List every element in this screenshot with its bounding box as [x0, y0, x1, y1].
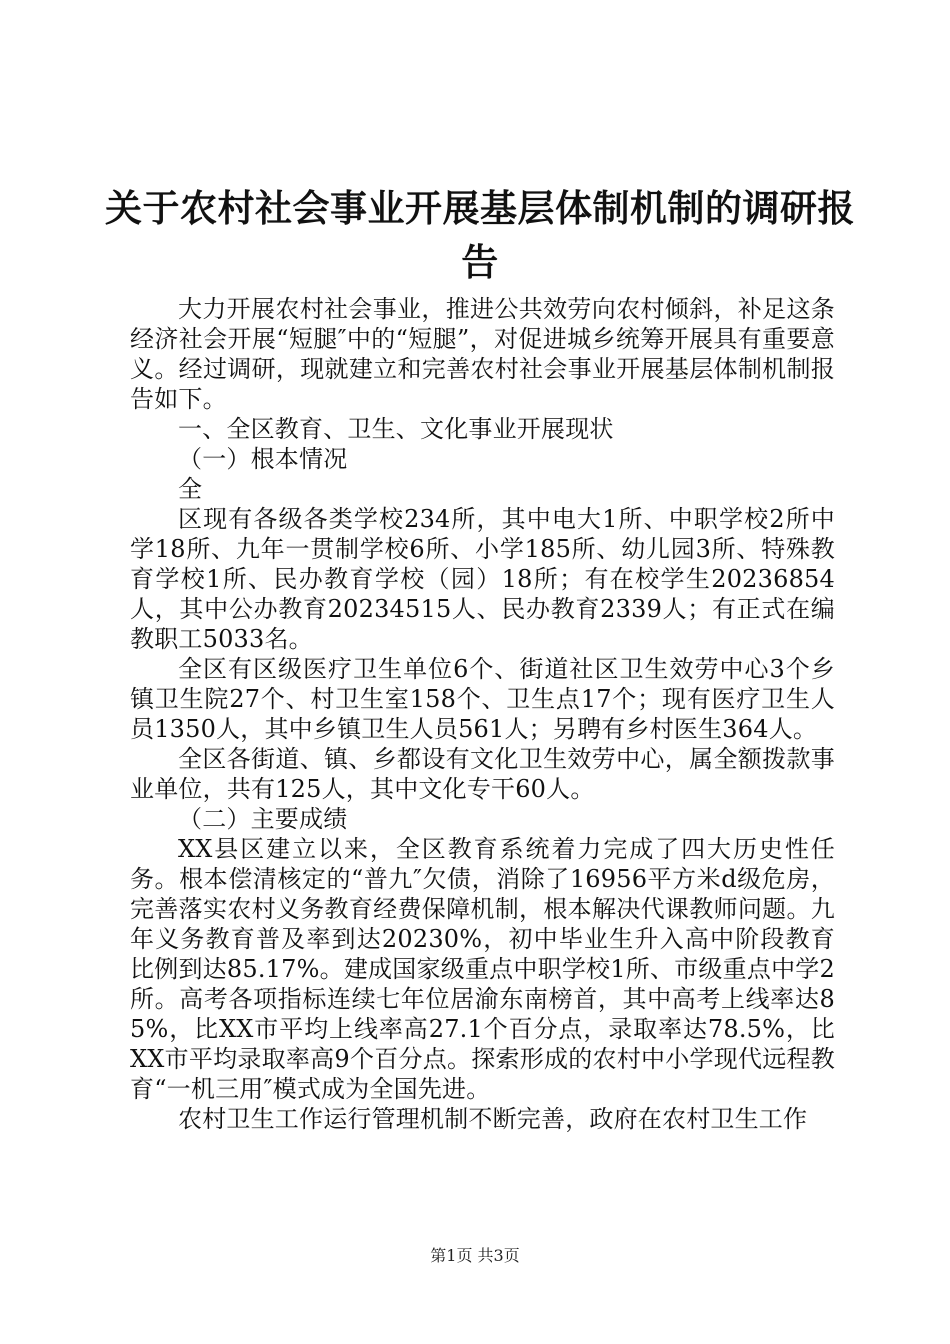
paragraph-health: 全区有区级医疗卫生单位6个、街道社区卫生效劳中心3个乡镇卫生院27个、村卫生室158个、卫生点17个；现有医疗卫生人员1350人，其中乡镇卫生人员561人；另聘有乡村医生364人。: [130, 655, 835, 743]
paragraph-rural-health: 农村卫生工作运行管理机制不断完善，政府在农村卫生工作: [178, 1105, 808, 1133]
paragraph-education-achievements: XX县区建立以来，全区教育系统着力完成了四大历史性任务。根本偿清核定的“普九″欠债，消除了16956平方米d级危房，完善落实农村义务教育经费保障机制，根本解决代课教师问题。九年义务教育普及率到达20230%，初中毕业生升入高中阶段教育比例到达85.17%。建成国家级重点中职学校1所、市级重点中学2所。高考各项指标连续七年位居渝东南榜首，其中高考上线率达85%，比XX市平均上线率高27.1个百分点，录取率达78.5%，比XX市平均录取率高9个百分点。探索形成的农村中小学现代远程教育“一机三用″模式成为全国先进。: [130, 835, 835, 1103]
subsection-heading-basic: （一）根本情况: [178, 445, 348, 473]
paragraph-culture: 全区各街道、镇、乡都设有文化卫生效劳中心，属全额拨款事业单位，共有125人，其中文化专干60人。: [130, 745, 835, 803]
subsection-heading-achievements: （二）主要成绩: [178, 805, 348, 833]
section-heading-1: 一、全区教育、卫生、文化事业开展现状: [178, 415, 614, 443]
paragraph-schools: 区现有各级各类学校234所，其中电大1所、中职学校2所中学18所、九年一贯制学校6所、小学185所、幼儿园3所、特殊教育学校1所、民办教育学校（园）18所；有在校学生20236854人，其中公办教育20234515人、民办教育2339人；有正式在编教职工5033名。: [130, 505, 835, 653]
paragraph-intro: 大力开展农村社会事业，推进公共效劳向农村倾斜，补足这条经济社会开展“短腿″中的“短腿”，对促进城乡统筹开展具有重要意义。经过调研，现就建立和完善农村社会事业开展基层体制机制报告如下。: [130, 295, 835, 413]
document-title-line-2: 告: [461, 240, 499, 284]
paragraph-fragment: 全: [178, 475, 203, 503]
document-body: [130, 294, 835, 1134]
document-title-line-1: 关于农村社会事业开展基层体制机制的调研报: [105, 186, 855, 230]
page-footer: 第1页 共3页: [430, 1246, 520, 1265]
